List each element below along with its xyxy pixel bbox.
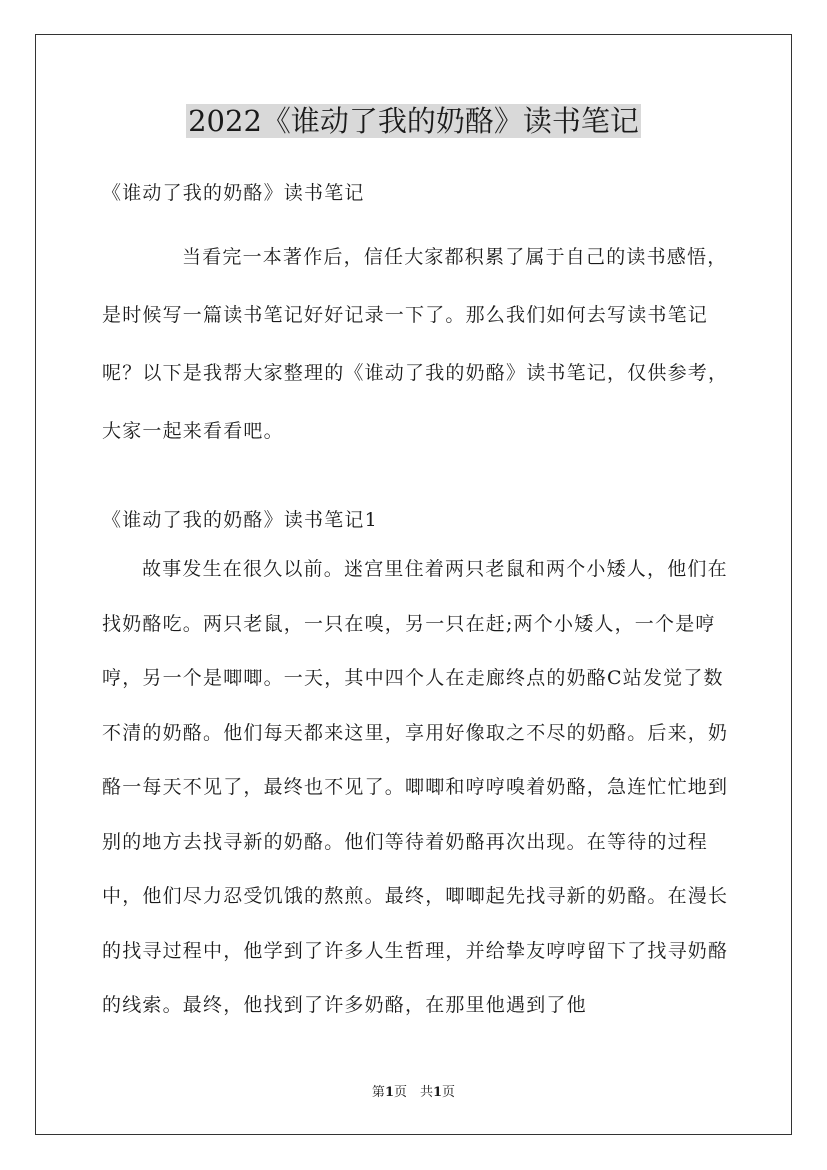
footer-suffix: 页: [442, 1085, 456, 1100]
story-paragraph: 故事发生在很久以前。迷宫里住着两只老鼠和两个小矮人，他们在找奶酪吃。两只老鼠，一只在嗅，另一只在赶;两个小矮人，一个是哼哼，另一个是唧唧。一天，其中四个人在走廊终点的奶酪C站发觉了数不清的奶酪。他们每天都来这里，享用好像取之不尽的奶酪。后来，奶酪一每天不见了，最终也不见了。唧唧和哼哼嗅着奶酪，急连忙忙地到别的地方去找寻新的奶酪。他们等待着奶酪再次出现。在等待的过程中，他们尽力忍受饥饿的熬煎。最终，唧唧起先找寻新的奶酪。在漫长的找寻过程中，他学到了许多人生哲理，并给挚友哼哼留下了找寻奶酪的线索。最终，他找到了许多奶酪，在那里他遇到了他: [102, 558, 729, 1016]
footer-prefix: 第: [371, 1085, 385, 1100]
title-highlight: 2022《谁动了我的奶酪》读书笔记: [188, 104, 639, 138]
section-heading: 《谁动了我的奶酪》读书笔记1: [102, 509, 378, 531]
footer-total-pages: 1: [433, 1085, 443, 1100]
footer-mid: 页 共: [393, 1085, 433, 1100]
intro-paragraph: 当看完一本著作后，信任大家都积累了属于自己的读书感悟，是时候写一篇读书笔记好好记录一下了。那么我们如何去写读书笔记呢？以下是我帮大家整理的《谁动了我的奶酪》读书笔记，仅供参考，大家一起来看看吧。: [102, 246, 729, 442]
footer-current-page: 1: [384, 1085, 394, 1100]
document-title: [0, 99, 827, 143]
page-number-footer: [0, 1084, 827, 1102]
document-subtitle: 《谁动了我的奶酪》读书笔记: [102, 182, 365, 204]
